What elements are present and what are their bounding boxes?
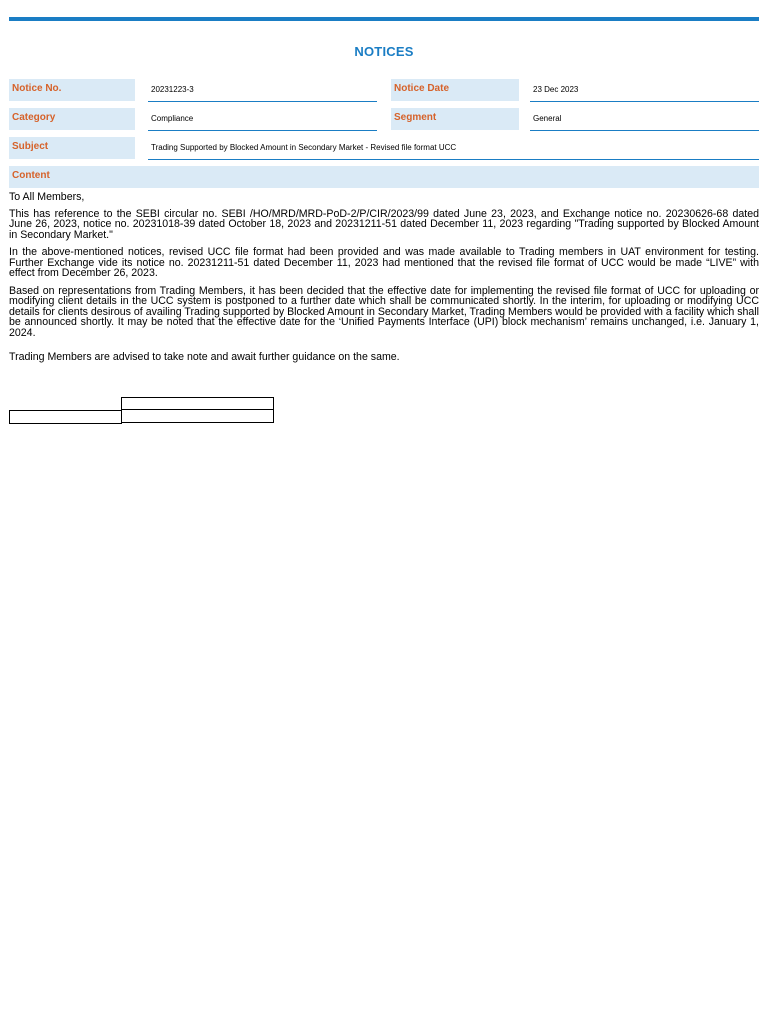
- content-paragraph: Trading Members are advised to take note and await further guidance on the same.: [9, 351, 400, 363]
- segment-value: General: [530, 108, 759, 131]
- greeting-paragraph: To All Members,: [9, 191, 85, 203]
- content-paragraph: This has reference to the SEBI circular no. SEBI /HO/MRD/MRD-PoD-2/P/CIR/2023/99 dated June 23, 2023, and Exchange notice no. 20230626-68 dated June 26, 2023, notice no. 20231018-39 dated October 18, 2023 and 20231211-51 dated December 11, 2023 regarding "Trading supported by Blocked Amount in Secondary Market.": [9, 207, 759, 241]
- empty-box-right: [121, 409, 274, 423]
- notice-date-value: 23 Dec 2023: [530, 79, 759, 102]
- notice-content: [9, 192, 759, 370]
- empty-box-left: [9, 410, 122, 424]
- notice-no-label: Notice No.: [9, 79, 135, 101]
- content-paragraph: In the above-mentioned notices, revised UCC file format had been provided and was made available to Trading members in UAT environment for testing. Further Exchange vide its notice no. 20231211-51 dated December 11, 2023 had mentioned that the revised file format of UCC would be made “LIVE” with effect from December 26, 2023.: [9, 246, 759, 279]
- page-title: NOTICES: [354, 44, 414, 59]
- notice-date-label: Notice Date: [391, 79, 519, 101]
- category-value: Compliance: [148, 108, 377, 131]
- header-rule: [9, 17, 759, 21]
- segment-label: Segment: [391, 108, 519, 130]
- content-paragraph: Based on representations from Trading Members, it has been decided that the effective date for implementing the revised file format of UCC for uploading or modifying client details in the UCC system is postponed to a further date which shall be communicated shortly. In the interim, for uploading or modifying UCC details for clients desirous of availing Trading supported by Blocked Amount in Secondary Market, Trading Members would be provided with a facility which shall be announced shortly. It may be noted that the effective date for the ‘Unified Payments Interface (UPI) block mechanism’ remains unchanged, i.e. January 1, 2024.: [9, 284, 759, 339]
- content-label: Content: [9, 166, 759, 188]
- notice-no-value: 20231223-3: [148, 79, 377, 102]
- subject-label: Subject: [9, 137, 135, 159]
- category-label: Category: [9, 108, 135, 130]
- subject-value: Trading Supported by Blocked Amount in Secondary Market - Revised file format UCC: [148, 137, 759, 160]
